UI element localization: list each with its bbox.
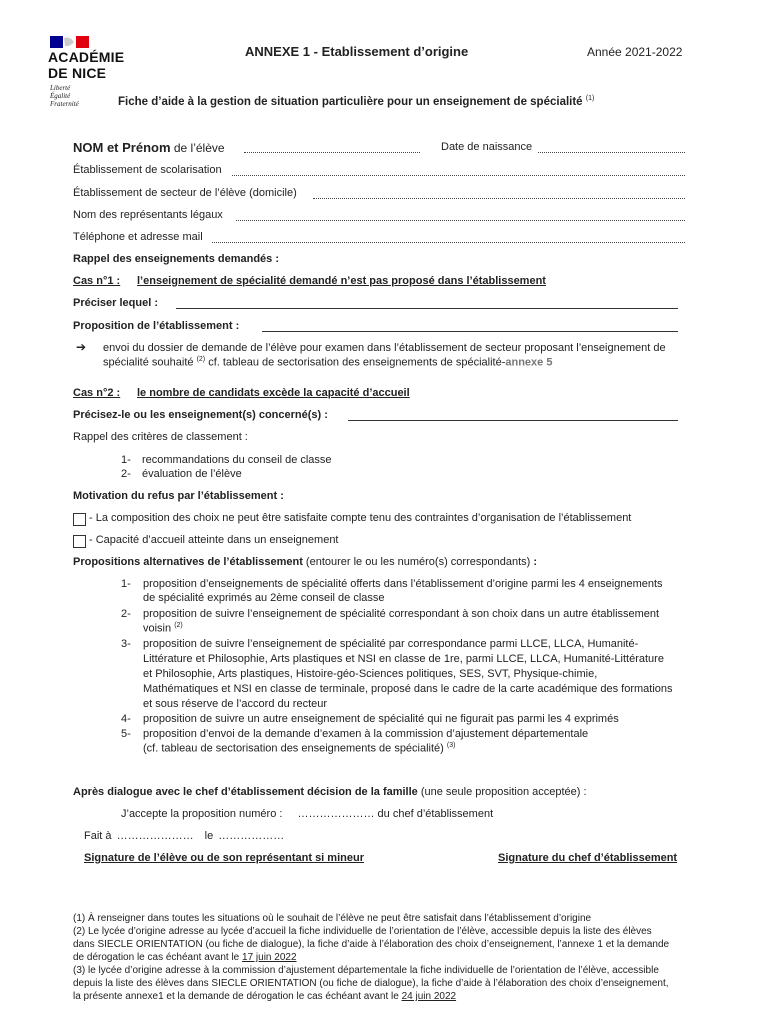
birth-label: Date de naissance <box>441 141 533 153</box>
proposition-2-line1: proposition de suivre l’enseignement de spécialité correspondant à son choix dans un autre établissement <box>143 608 660 620</box>
propositions-title-colon: : <box>533 556 538 568</box>
motivation-checkbox-2[interactable] <box>73 535 86 548</box>
proposition-5-line2-wrap <box>143 742 455 755</box>
phone-field[interactable] <box>212 242 685 243</box>
footnote-3-line3 <box>73 990 703 1003</box>
academie-logo <box>48 34 125 114</box>
footnotes <box>73 912 703 1003</box>
cas1-preciser-label: Préciser lequel : <box>73 297 158 309</box>
cas1-label: Cas n°1 : <box>73 275 121 287</box>
rappel-heading: Rappel des enseignements demandés : <box>73 253 280 265</box>
cas2-precisez-label: Précisez-le ou les enseignement(s) concerné(s) : <box>73 409 328 421</box>
motivation-heading: Motivation du refus par l’établissement : <box>73 490 284 502</box>
marianne-flag-icon <box>50 34 90 50</box>
cas1-arrow-text-1: envoi du dossier de demande de l’élève pour examen dans l’établissement de secteur proposant l’enseignement de <box>103 342 666 354</box>
footnote-2-line1: (2) Le lycée d’origine adresse au lycée d’accueil la fiche individuelle de l’orientation de l’élève, accessible depuis la liste des élèves <box>73 926 652 937</box>
le-field[interactable]: ……………… <box>218 830 285 842</box>
critere-2-text: évaluation de l’élève <box>142 468 242 480</box>
logo-line1: ACADÉMIE <box>48 49 125 65</box>
proposition-2-line2: voisin <box>143 622 172 635</box>
proposition-3-line1: proposition de suivre l’enseignement de spécialité par correspondance parmi LLCE, LLCA, Humanité- <box>143 638 639 650</box>
accepte-text-2: du chef d’établissement <box>374 808 494 820</box>
logo-line2: DE NICE <box>48 65 107 81</box>
nom-rest: de l’élève <box>170 141 225 155</box>
signature-chef: Signature du chef d’établissement <box>498 852 678 864</box>
proposition-4-line1: proposition de suivre un autre enseignement de spécialité qui ne figurait pas parmi les 4 exprimés <box>143 713 619 725</box>
proposition-5-sup: (3) <box>446 742 456 749</box>
critere-1-num: 1- <box>121 454 131 466</box>
fait-field[interactable]: ………………… <box>116 830 194 842</box>
cas1-preciser-field[interactable] <box>176 308 678 309</box>
cas1-arrow-text-3: cf. tableau de sectorisation des enseignements de spécialité- <box>205 356 506 369</box>
logo-motto1: Liberté <box>50 84 71 92</box>
accepte-text-1: J’accepte la proposition numéro : <box>121 808 283 820</box>
sector-label: Établissement de secteur de l’élève (domicile) <box>73 187 297 199</box>
propositions-title-bold: Propositions alternatives de l’établissement <box>73 556 303 568</box>
cas2-label: Cas n°2 : <box>73 387 121 399</box>
logo-motto2: Égalité <box>50 92 71 100</box>
birth-field[interactable] <box>538 152 685 153</box>
proposition-3-num: 3- <box>121 638 131 650</box>
cas1-arrow-line2 <box>103 356 552 369</box>
logo-motto3: Fraternité <box>50 100 79 108</box>
page-title: ANNEXE 1 - Etablissement d’origine <box>245 44 469 59</box>
cas1-title: l’enseignement de spécialité demandé n’est pas proposé dans l’établissement <box>137 275 546 287</box>
school-year: Année 2021-2022 <box>587 45 683 59</box>
proposition-1-line2: de spécialité exprimés au 2ème conseil de classe <box>143 592 385 604</box>
footnote-3-line1: (3) le lycée d’origine adresse à la commission d’ajustement départementale la fiche individuelle de l’orientation de l’élève, accessible <box>73 965 659 976</box>
proposition-2-line2-wrap <box>143 622 183 635</box>
cas1-proposition-label: Proposition de l’établissement : <box>73 320 240 332</box>
proposition-3-line3: et Philosophie, Arts plastiques, Histoire-géo-Sciences politiques, SES, SVT, Physique-chimie, <box>143 668 598 680</box>
fait-line <box>84 830 284 842</box>
reps-label: Nom des représentants légaux <box>73 209 223 221</box>
footnote-2-date: 17 juin 2022 <box>242 952 297 963</box>
apres-bold: Après dialogue avec le chef d’établissement décision de la famille <box>73 786 418 798</box>
propositions-heading <box>73 556 537 568</box>
propositions-title-rest: (entourer le ou les numéro(s) correspondants) <box>302 556 534 568</box>
footnote-2-line2: dans SIECLE ORIENTATION (ou fiche de dialogue), la fiche d’aide à l’élaboration des choix d’enseignement, l’annexe 1 et la demande <box>73 939 670 950</box>
school-label: Établissement de scolarisation <box>73 164 222 176</box>
proposition-3-line5: et sous réserve de l’accord du recteur <box>143 698 328 710</box>
cas2-precisez-field[interactable] <box>348 420 678 421</box>
school-field[interactable] <box>232 175 685 176</box>
proposition-1-line1: proposition d’enseignements de spécialité offerts dans l’établissement d’origine parmi les 4 enseignements <box>143 578 663 590</box>
fait-label: Fait à <box>84 830 112 842</box>
nom-label <box>73 140 225 155</box>
proposition-4-num: 4- <box>121 713 131 725</box>
footnote-2-line3 <box>73 951 703 964</box>
motivation-checkbox-1[interactable] <box>73 513 86 526</box>
footnote-1: (1) À renseigner dans toutes les situations où le souhait de l’élève ne peut être satisfait dans l’établissement d’origine <box>73 913 592 924</box>
le-label: le <box>204 830 214 842</box>
proposition-3-line2: Littérature et Philosophie, Arts plastiques et NSI en classe de 1re, parmi LLCE, LLCA, Humanité-Littérature <box>143 653 664 665</box>
proposition-3-line4: Mathématiques et NSI en classe de terminale, proposé dans le cadre de la carte académique des formations <box>143 683 673 695</box>
reps-field[interactable] <box>236 220 685 221</box>
apres-rest: (une seule proposition acceptée) : <box>417 786 587 798</box>
nom-bold: NOM et Prénom <box>73 140 171 155</box>
critere-1-text: recommandations du conseil de classe <box>142 454 332 466</box>
nom-field[interactable] <box>244 152 420 153</box>
cas1-arrow-text-2: spécialité souhaité <box>103 356 194 369</box>
subtitle-text: Fiche d’aide à la gestion de situation particulière pour un enseignement de spécialité <box>118 95 583 108</box>
arrow-icon: ➔ <box>76 340 87 354</box>
subtitle-note: (1) <box>585 95 595 102</box>
cas2-rappel-criteres: Rappel des critères de classement : <box>73 431 248 443</box>
accepte-line <box>121 808 493 820</box>
footnote-3-line2: depuis la liste des élèves dans SIECLE ORIENTATION (ou fiche de dialogue), la fiche d’aide à l’élaboration des choix d’enseignement, <box>73 978 669 989</box>
signature-eleve: Signature de l’élève ou de son représentant si mineur <box>84 852 364 864</box>
footnote-3-date: 24 juin 2022 <box>401 991 457 1002</box>
proposition-2-num: 2- <box>121 608 131 620</box>
apres-heading <box>73 786 587 798</box>
page-subtitle <box>118 95 594 108</box>
motivation-option-2: - Capacité d’accueil atteinte dans un enseignement <box>89 534 339 546</box>
phone-label: Téléphone et adresse mail <box>73 231 203 243</box>
cas1-annexe-ref: annexe 5 <box>505 356 553 369</box>
proposition-5-line1: proposition d’envoi de la demande d’examen à la commission d’ajustement départementale <box>143 728 589 740</box>
cas1-arrow-sup: (2) <box>196 356 206 363</box>
proposition-5-line2: (cf. tableau de sectorisation des enseignements de spécialité) <box>143 742 444 755</box>
footnote-3-text: la présente annexe1 et la demande de dérogation le cas échéant avant le <box>73 991 402 1002</box>
proposition-5-num: 5- <box>121 728 131 740</box>
footnote-2-text: de dérogation le cas échéant avant le <box>73 952 243 963</box>
cas2-title: le nombre de candidats excède la capacité d’accueil <box>137 387 410 399</box>
sector-field[interactable] <box>313 198 685 199</box>
proposition-1-num: 1- <box>121 578 131 590</box>
cas1-proposition-field[interactable] <box>262 331 678 332</box>
critere-2-num: 2- <box>121 468 131 480</box>
proposition-2-sup: (2) <box>174 622 183 629</box>
motivation-option-1: - La composition des choix ne peut être satisfaite compte tenu des contraintes d’organisation de l’établissement <box>89 512 632 524</box>
accepte-number-field[interactable]: ………………… <box>297 808 375 820</box>
